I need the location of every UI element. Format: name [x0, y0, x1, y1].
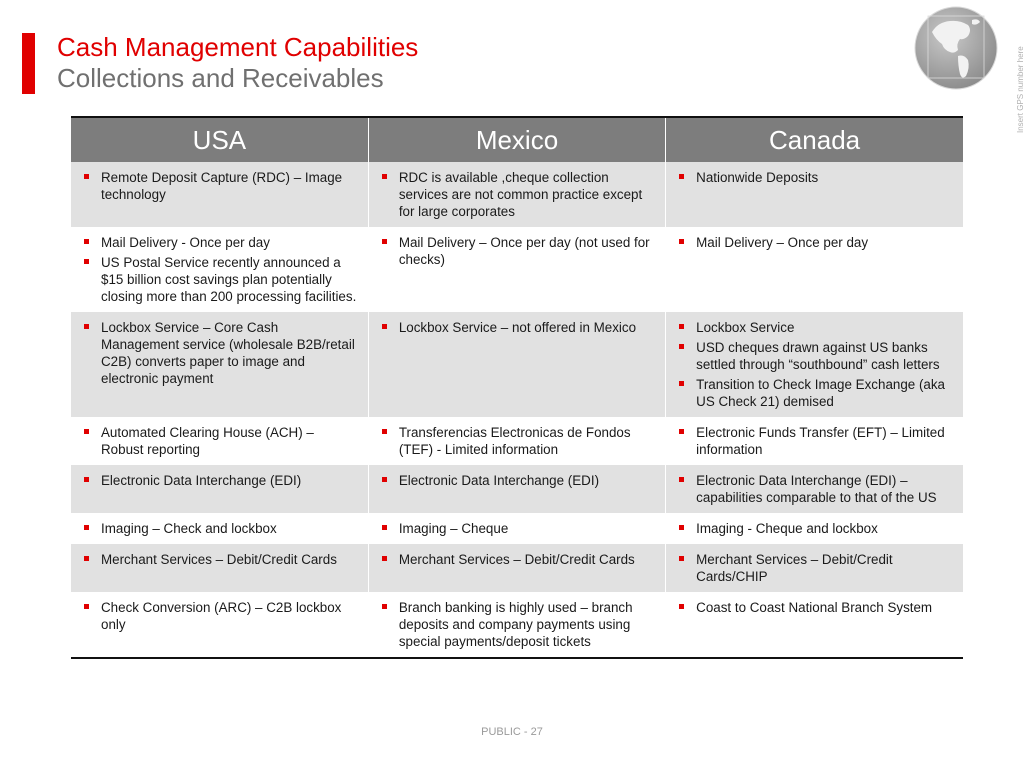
cell-mexico [368, 513, 665, 544]
cell-mexico [368, 417, 665, 465]
bullet-item: Check Conversion (ARC) – C2B lockbox only [83, 599, 360, 633]
cell-canada [666, 544, 963, 592]
slide-title: Cash Management Capabilities [57, 32, 419, 62]
bullet-list [381, 319, 657, 336]
column-header-mexico: Mexico [368, 117, 665, 162]
bullet-list [381, 472, 657, 489]
bullet-list [83, 319, 360, 387]
cell-usa [71, 417, 368, 465]
bullet-list [83, 520, 360, 537]
slide-footer: PUBLIC - 27 [481, 726, 543, 738]
bullet-item: RDC is available ,cheque collection services are not common practice except for large corporates [381, 169, 657, 220]
bullet-list [678, 472, 955, 506]
cell-mexico [368, 592, 665, 657]
capabilities-grid [71, 116, 963, 657]
cell-usa [71, 592, 368, 657]
bullet-list [83, 169, 360, 203]
table-body [71, 162, 963, 657]
title-accent-bar [22, 33, 35, 94]
table-row [71, 465, 963, 513]
table-row [71, 312, 963, 417]
bullet-item: Coast to Coast National Branch System [678, 599, 955, 616]
table-row [71, 544, 963, 592]
bullet-item: Electronic Data Interchange (EDI) [381, 472, 657, 489]
cell-usa [71, 162, 368, 227]
bullet-item: Merchant Services – Debit/Credit Cards [381, 551, 657, 568]
table-row [71, 592, 963, 657]
bullet-item: USD cheques drawn against US banks settled through “southbound” cash letters [678, 339, 955, 373]
header-row [71, 117, 963, 162]
bullet-list [83, 472, 360, 489]
bullet-item: Electronic Funds Transfer (EFT) – Limited information [678, 424, 955, 458]
cell-canada [666, 417, 963, 465]
bullet-list [678, 520, 955, 537]
cell-canada [666, 312, 963, 417]
cell-usa [71, 544, 368, 592]
bullet-item: Transferencias Electronicas de Fondos (TEF) - Limited information [381, 424, 657, 458]
bullet-list [381, 520, 657, 537]
globe-icon [914, 6, 998, 90]
column-header-usa: USA [71, 117, 368, 162]
cell-canada [666, 465, 963, 513]
bullet-list [83, 551, 360, 568]
bullet-list [83, 599, 360, 633]
cell-mexico [368, 162, 665, 227]
bullet-item: Imaging – Cheque [381, 520, 657, 537]
bullet-item: Remote Deposit Capture (RDC) – Image technology [83, 169, 360, 203]
bullet-list [83, 424, 360, 458]
bullet-item: Lockbox Service – not offered in Mexico [381, 319, 657, 336]
cell-mexico [368, 544, 665, 592]
bullet-item: Lockbox Service – Core Cash Management service (wholesale B2B/retail C2B) converts paper to image and electronic payment [83, 319, 360, 387]
bullet-item: Mail Delivery – Once per day (not used for checks) [381, 234, 657, 268]
bullet-list [678, 169, 955, 186]
bullet-list [678, 599, 955, 616]
cell-usa [71, 312, 368, 417]
bullet-item: Mail Delivery – Once per day [678, 234, 955, 251]
cell-mexico [368, 227, 665, 312]
table-row [71, 227, 963, 312]
cell-canada [666, 162, 963, 227]
bullet-item: Branch banking is highly used – branch deposits and company payments using special payments/deposit tickets [381, 599, 657, 650]
bullet-item: US Postal Service recently announced a $15 billion cost savings plan potentially closing more than 200 processing facilities. [83, 254, 360, 305]
bullet-list [381, 234, 657, 268]
cell-mexico [368, 312, 665, 417]
bullet-list [381, 169, 657, 220]
bullet-list [678, 424, 955, 458]
table-row [71, 162, 963, 227]
bullet-item: Electronic Data Interchange (EDI) [83, 472, 360, 489]
gps-placeholder-note: Insert GPS number here [1016, 46, 1025, 133]
bullet-item: Imaging - Cheque and lockbox [678, 520, 955, 537]
cell-canada [666, 227, 963, 312]
bullet-list [381, 599, 657, 650]
bullet-item: Lockbox Service [678, 319, 955, 336]
bullet-list [678, 551, 955, 585]
column-header-canada: Canada [666, 117, 963, 162]
cell-mexico [368, 465, 665, 513]
bullet-item: Mail Delivery - Once per day [83, 234, 360, 251]
bullet-list [678, 234, 955, 251]
cell-usa [71, 465, 368, 513]
bullet-item: Merchant Services – Debit/Credit Cards/CHIP [678, 551, 955, 585]
table-row [71, 417, 963, 465]
capabilities-table [71, 116, 963, 659]
bullet-list [678, 319, 955, 410]
bullet-item: Electronic Data Interchange (EDI) – capabilities comparable to that of the US [678, 472, 955, 506]
slide-subtitle: Collections and Receivables [57, 63, 384, 93]
cell-canada [666, 592, 963, 657]
table-row [71, 513, 963, 544]
cell-usa [71, 513, 368, 544]
bullet-item: Imaging – Check and lockbox [83, 520, 360, 537]
bullet-list [381, 551, 657, 568]
cell-usa [71, 227, 368, 312]
bullet-item: Nationwide Deposits [678, 169, 955, 186]
bullet-list [83, 234, 360, 305]
bullet-item: Merchant Services – Debit/Credit Cards [83, 551, 360, 568]
bullet-item: Automated Clearing House (ACH) – Robust reporting [83, 424, 360, 458]
cell-canada [666, 513, 963, 544]
bullet-list [381, 424, 657, 458]
bullet-item: Transition to Check Image Exchange (aka US Check 21) demised [678, 376, 955, 410]
